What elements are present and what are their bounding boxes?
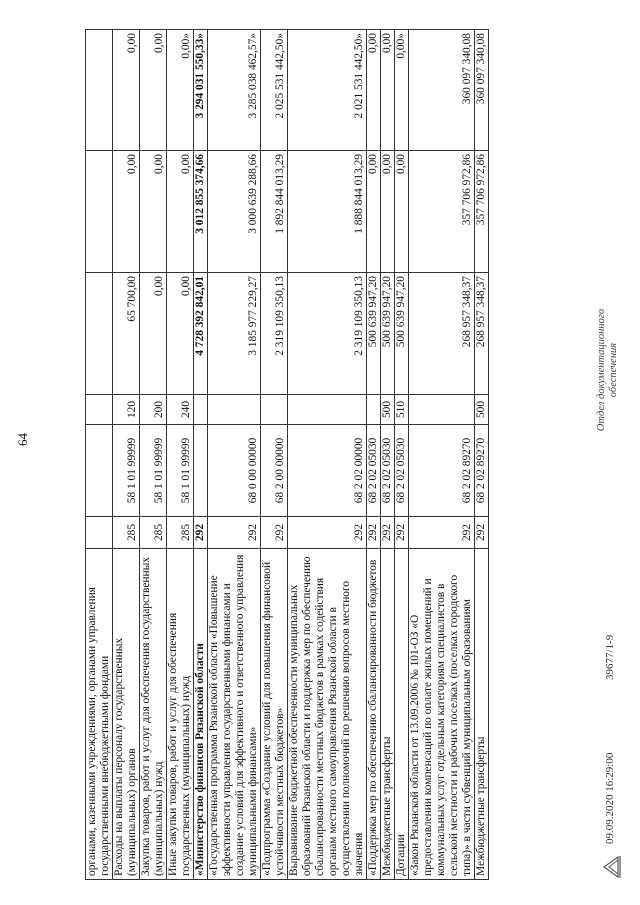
cell-amount-2: 3 012 855 374,66 bbox=[194, 151, 208, 273]
table-row bbox=[367, 30, 381, 880]
cell-department-code: 292 bbox=[381, 517, 395, 549]
department-line-1: Отдел документационного bbox=[596, 308, 607, 432]
cell-amount-3: 3 285 038 462,57» bbox=[208, 30, 261, 151]
cell-amount-1: 0,00 bbox=[167, 273, 194, 395]
cell-amount-2: 1 892 844 013,29 bbox=[261, 151, 288, 273]
cell-expense-type bbox=[367, 395, 381, 425]
cell-target-article: 68 2 00 00000 bbox=[261, 425, 288, 517]
cell-target-article: 68 2 02 05030 bbox=[367, 425, 381, 517]
cell-department-code bbox=[86, 517, 113, 549]
cell-amount-3: 0,00 bbox=[140, 30, 167, 151]
cell-name: «Подпрограмма «Создание условий для повышения финансовой устойчивости местных бюджетов» bbox=[261, 549, 288, 880]
cell-target-article: 68 2 02 05030 bbox=[381, 425, 395, 517]
cell-amount-1: 268 957 348,37 bbox=[475, 273, 489, 395]
cell-department-code: 292 bbox=[194, 517, 208, 549]
cell-department-code: 285 bbox=[167, 517, 194, 549]
table-row bbox=[167, 30, 194, 880]
table-row bbox=[86, 30, 113, 880]
cell-name: Закупка товаров, работ и услуг для обеспечения государственных (муниципальных) нужд bbox=[140, 549, 167, 880]
cell-name: Выравнивание бюджетной обеспеченности муниципальных образований Рязанской области и поддержка мер по обеспечению сбалансированности местных бюджетов в рамках содействия органам местного самоуправления Рязанской области в осуществлении полномочий по решению вопросов местного значения bbox=[288, 549, 367, 880]
cell-name: Иные закупки товаров, работ и услуг для обеспечения государственных (муниципальных) нужд bbox=[167, 549, 194, 880]
cell-department-code: 292 bbox=[208, 517, 261, 549]
cell-department-code: 292 bbox=[367, 517, 381, 549]
cell-amount-2 bbox=[86, 151, 113, 273]
table-row bbox=[381, 30, 395, 880]
table-body bbox=[86, 30, 489, 880]
cell-amount-3: 2 025 531 442,50» bbox=[261, 30, 288, 151]
cell-expense-type: 200 bbox=[140, 395, 167, 425]
budget-table bbox=[85, 29, 489, 880]
cell-name: Межбюджетные трансферты bbox=[475, 549, 489, 880]
cell-target-article: 68 2 02 89270 bbox=[475, 425, 489, 517]
cell-amount-2: 0,00 bbox=[113, 151, 140, 273]
cell-amount-1: 4 728 392 842,01 bbox=[194, 273, 208, 395]
cell-department-code: 292 bbox=[261, 517, 288, 549]
footer bbox=[556, 30, 636, 880]
cell-amount-1: 2 319 109 350,13 bbox=[261, 273, 288, 395]
cell-expense-type bbox=[288, 395, 367, 425]
cell-amount-3: 0,00» bbox=[395, 30, 409, 151]
cell-amount-1: 500 639 947,20 bbox=[395, 273, 409, 395]
cell-name: «Поддержка мер по обеспечению сбалансированности бюджетов bbox=[367, 549, 381, 880]
cell-expense-type: 500 bbox=[381, 395, 395, 425]
cell-amount-2: 0,00 bbox=[395, 151, 409, 273]
cell-expense-type: 500 bbox=[475, 395, 489, 425]
table-row bbox=[288, 30, 367, 880]
cell-amount-3: 360 097 340,08 bbox=[475, 30, 489, 151]
table-row bbox=[194, 30, 208, 880]
cell-target-article: 68 2 02 00000 bbox=[288, 425, 367, 517]
cell-amount-1: 0,00 bbox=[140, 273, 167, 395]
table-row bbox=[140, 30, 167, 880]
cell-amount-2: 357 706 972,86 bbox=[409, 151, 475, 273]
cell-expense-type bbox=[86, 395, 113, 425]
cell-name: «Министерство финансов Рязанской области bbox=[194, 549, 208, 880]
cell-amount-1 bbox=[86, 273, 113, 395]
cell-expense-type: 240 bbox=[167, 395, 194, 425]
department-stamp bbox=[596, 260, 620, 480]
cell-name: Дотации bbox=[395, 549, 409, 880]
cell-target-article: 58 1 01 99999 bbox=[113, 425, 140, 517]
page-number: 64 bbox=[15, 433, 30, 446]
cell-target-article: 68 0 00 00000 bbox=[208, 425, 261, 517]
cell-target-article: 58 1 01 99999 bbox=[167, 425, 194, 517]
table-row bbox=[395, 30, 409, 880]
cell-name: «Закон Рязанской области от 13.09.2006 № 101-ОЗ «О предоставлении компенсаций по оплате жилых помещений и коммунальных услуг отдельным категориям специалистов в сельской местности и рабочих поселках (поселках городского типа)» в части субвенций муниципальным образованиям bbox=[409, 549, 475, 880]
table-row bbox=[409, 30, 475, 880]
cell-amount-1: 2 319 109 350,13 bbox=[288, 273, 367, 395]
cell-amount-3: 3 294 031 550,33» bbox=[194, 30, 208, 151]
cell-amount-2: 0,00 bbox=[381, 151, 395, 273]
cell-amount-3: 0,00 bbox=[113, 30, 140, 151]
cell-amount-2: 3 000 639 288,66 bbox=[208, 151, 261, 273]
emblem-icon bbox=[600, 854, 622, 880]
cell-amount-2: 1 888 844 013,29 bbox=[288, 151, 367, 273]
cell-amount-2: 357 706 972,86 bbox=[475, 151, 489, 273]
cell-amount-1: 500 639 947,20 bbox=[381, 273, 395, 395]
cell-expense-type bbox=[194, 395, 208, 425]
table-row bbox=[475, 30, 489, 880]
footer-doc-code: 39677/1-9 bbox=[604, 634, 616, 680]
cell-amount-1: 500 639 947,20 bbox=[367, 273, 381, 395]
cell-target-article bbox=[86, 425, 113, 517]
cell-department-code: 292 bbox=[288, 517, 367, 549]
cell-name: органами, казенными учреждениями, органами управления государственными внебюджетными фондами bbox=[86, 549, 113, 880]
table-row bbox=[261, 30, 288, 880]
cell-target-article: 68 2 02 89270 bbox=[409, 425, 475, 517]
table-row bbox=[208, 30, 261, 880]
cell-expense-type bbox=[409, 395, 475, 425]
cell-amount-2: 0,00 bbox=[140, 151, 167, 273]
cell-department-code: 292 bbox=[409, 517, 475, 549]
cell-department-code: 285 bbox=[113, 517, 140, 549]
cell-target-article: 58 1 01 99999 bbox=[140, 425, 167, 517]
cell-amount-1: 3 185 977 229,27 bbox=[208, 273, 261, 395]
footer-datetime: 09.09.2020 16:29:00 bbox=[604, 752, 616, 844]
cell-amount-3: 0,00 bbox=[367, 30, 381, 151]
cell-expense-type bbox=[261, 395, 288, 425]
cell-amount-3 bbox=[86, 30, 113, 151]
cell-department-code: 285 bbox=[140, 517, 167, 549]
cell-expense-type: 510 bbox=[395, 395, 409, 425]
cell-name: Межбюджетные трансферты bbox=[381, 549, 395, 880]
cell-amount-3: 0,00» bbox=[167, 30, 194, 151]
cell-expense-type bbox=[208, 395, 261, 425]
cell-target-article: 68 2 02 05030 bbox=[395, 425, 409, 517]
table-row bbox=[113, 30, 140, 880]
cell-target-article bbox=[194, 425, 208, 517]
cell-amount-3: 360 097 340,08 bbox=[409, 30, 475, 151]
cell-amount-1: 65 700,00 bbox=[113, 273, 140, 395]
cell-name: «Государственная программа Рязанской области «Повышение эффективности управления государственными финансами и создание условий для эффективного и ответственного управления муниципальными финансами» bbox=[208, 549, 261, 880]
cell-department-code: 292 bbox=[395, 517, 409, 549]
cell-expense-type: 120 bbox=[113, 395, 140, 425]
cell-department-code: 292 bbox=[475, 517, 489, 549]
cell-amount-3: 2 021 531 442,50» bbox=[288, 30, 367, 151]
cell-amount-2: 0,00 bbox=[167, 151, 194, 273]
cell-name: Расходы на выплаты персоналу государственных (муниципальных) органов bbox=[113, 549, 140, 880]
rotated-page bbox=[85, 30, 565, 880]
department-line-2: обеспечения bbox=[608, 342, 619, 398]
cell-amount-1: 268 957 348,37 bbox=[409, 273, 475, 395]
cell-amount-2: 0,00 bbox=[367, 151, 381, 273]
cell-amount-3: 0,00 bbox=[381, 30, 395, 151]
